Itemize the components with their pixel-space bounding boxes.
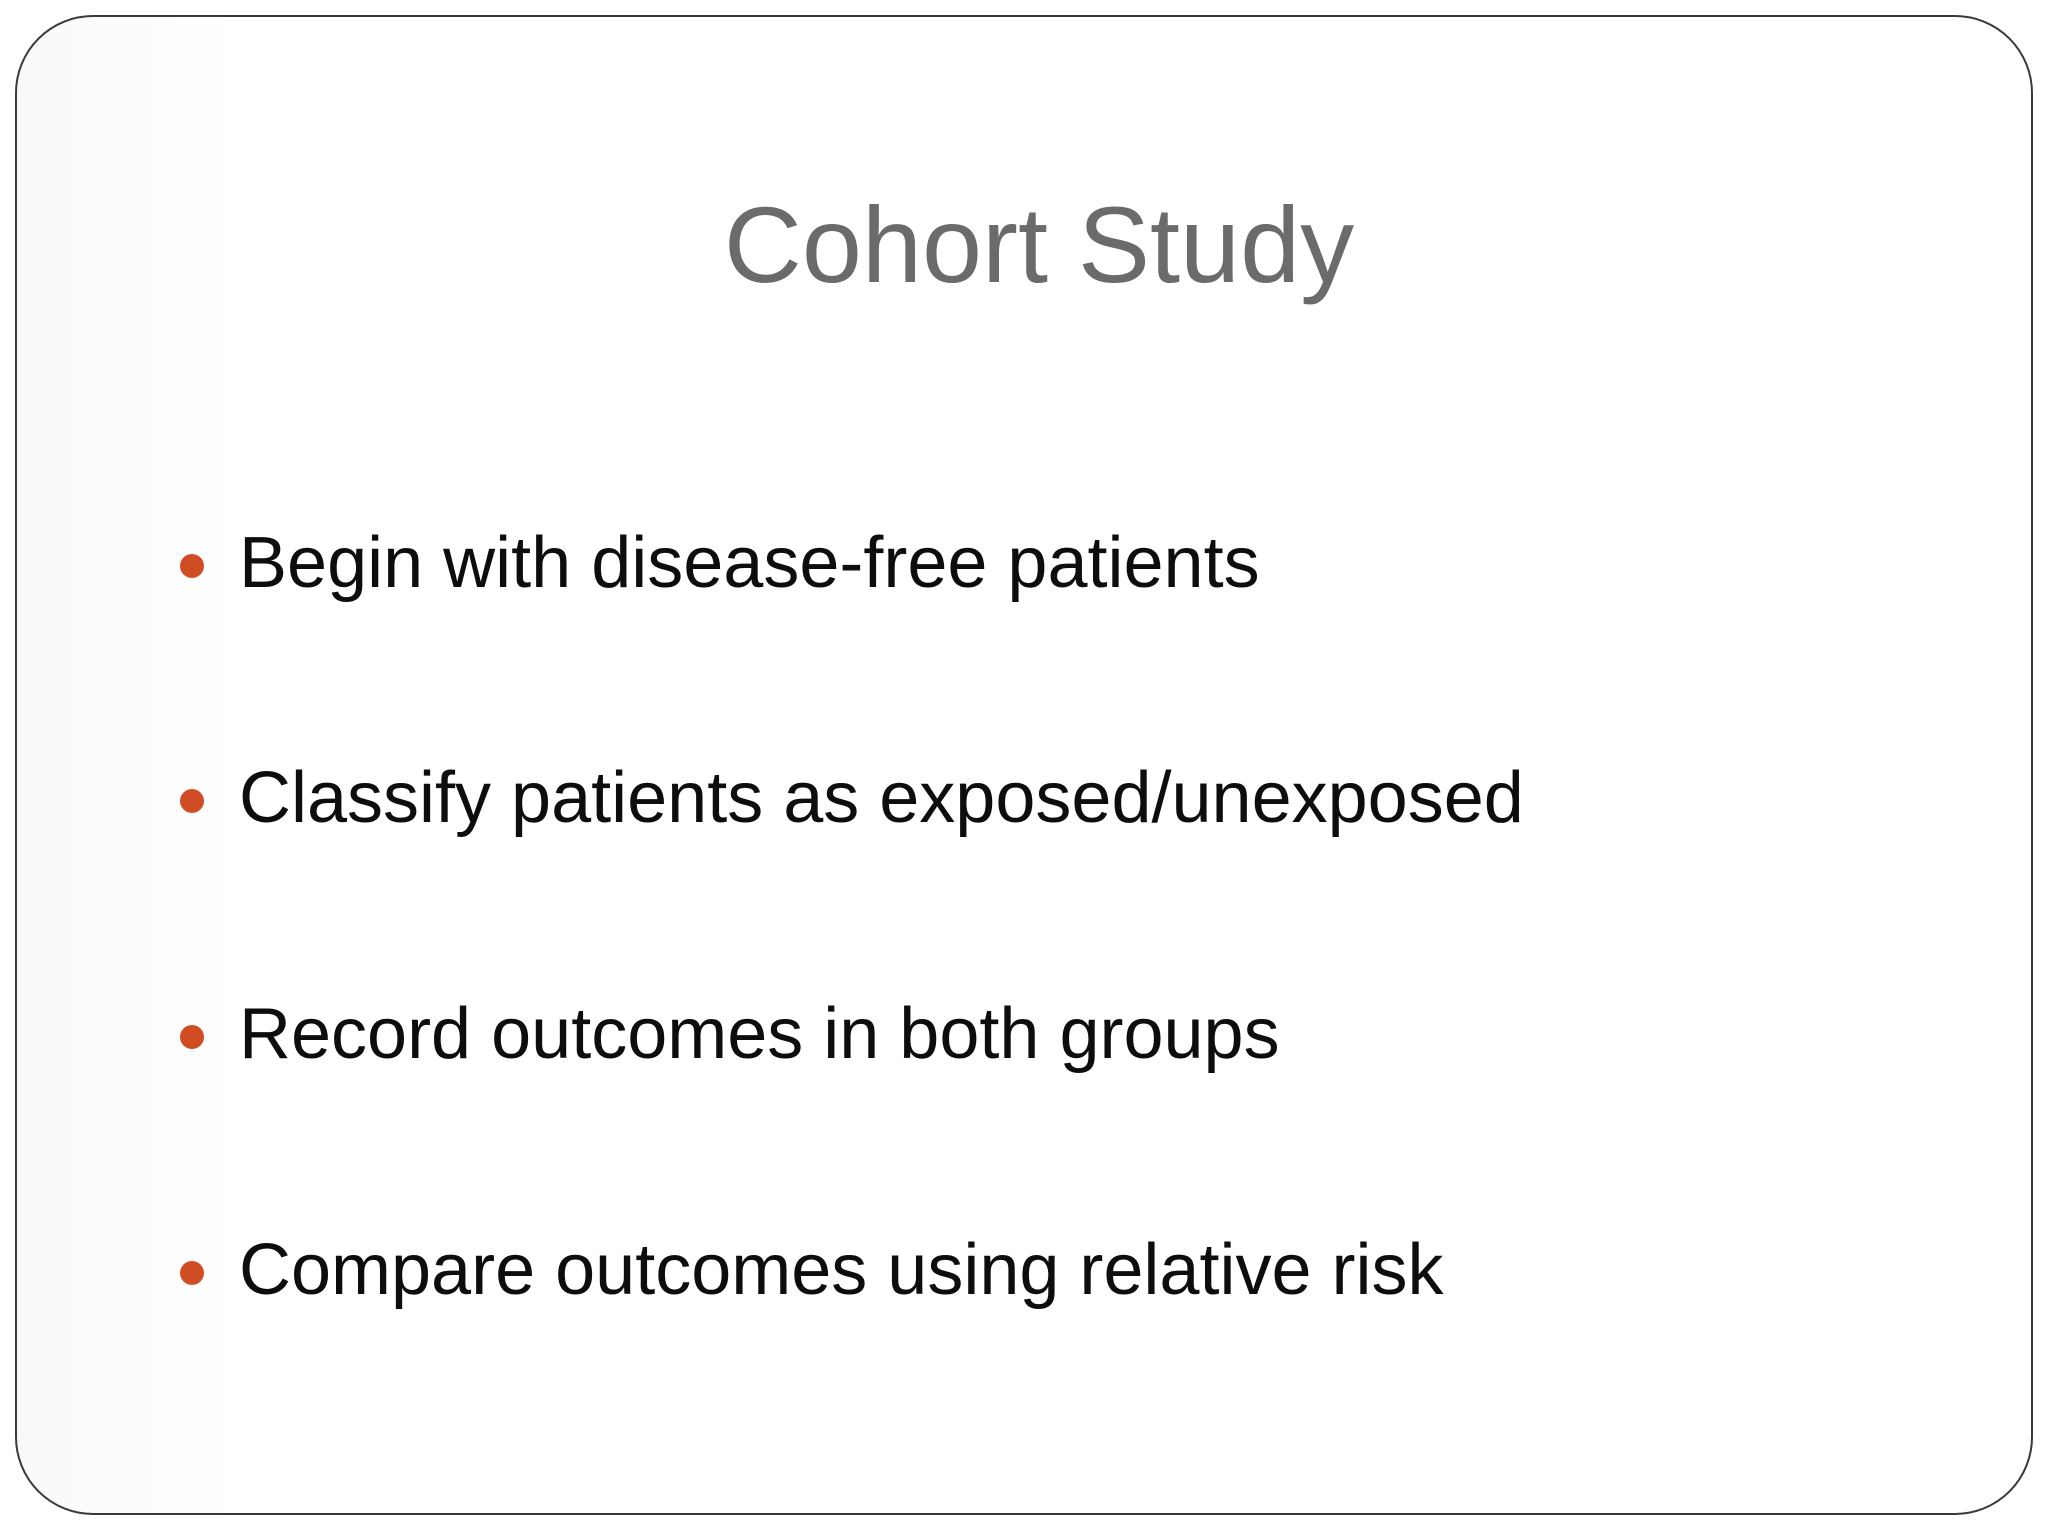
bullet-text: Begin with disease-free patients [239,523,1260,603]
bullet-text: Compare outcomes using relative risk [239,1230,1444,1310]
bullet-dot-icon [180,1261,204,1285]
bullet-item [180,1225,1444,1315]
bullet-text: Record outcomes in both groups [239,994,1280,1074]
bullet-text: Classify patients as exposed/unexposed [239,758,1524,838]
bullet-dot-icon [180,1025,204,1049]
bullet-item [180,753,1524,843]
bullet-item [180,989,1280,1079]
bullet-dot-icon [180,554,204,578]
bullet-dot-icon [180,789,204,813]
bullet-item [180,518,1260,608]
slide-title: Cohort Study [723,184,1355,305]
